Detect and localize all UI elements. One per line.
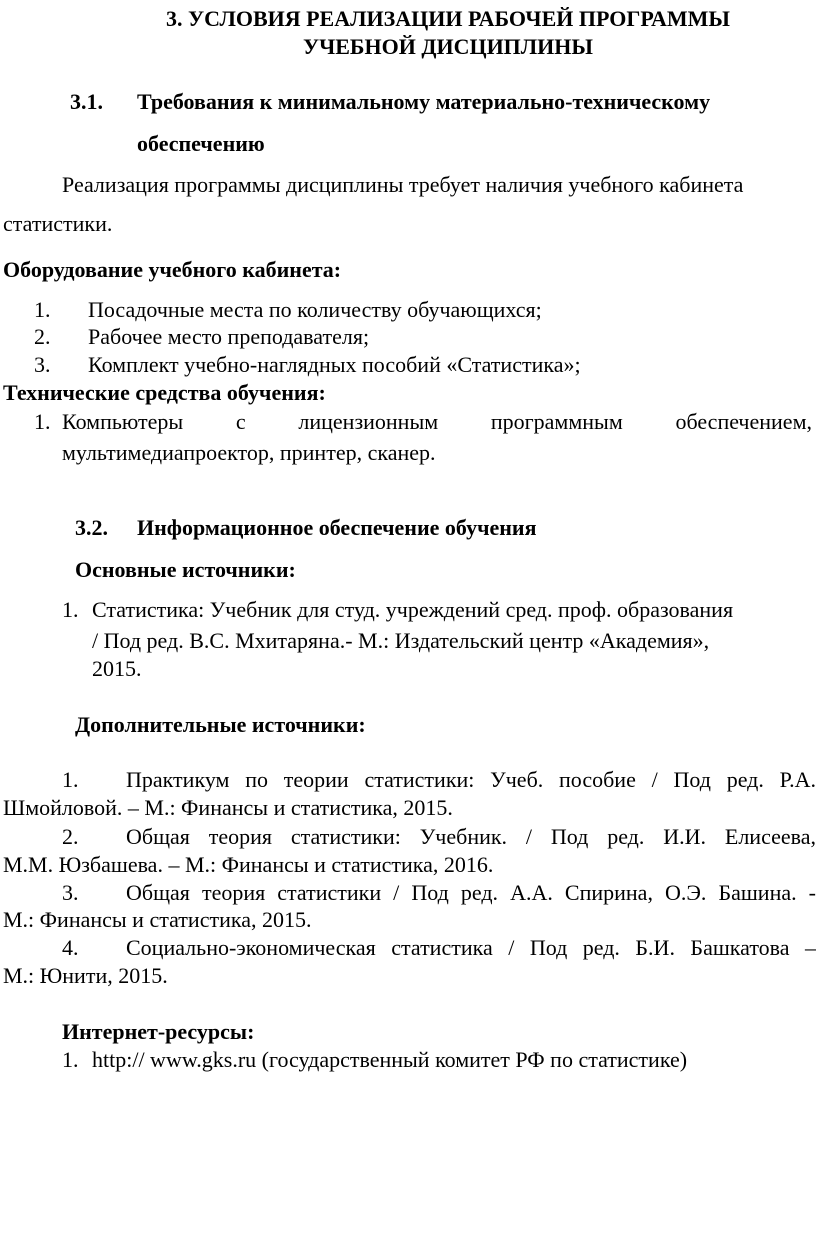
list-item-line2: М.М. Юзбашева. – М.: Финансы и статистика, 2016.	[3, 852, 494, 877]
subsection-number-3-2: 3.2.	[75, 515, 108, 540]
list-item-line1: Общая теория статистики / Под ред. А.А. Спирина, О.Э. Башина. -	[126, 880, 816, 905]
subsection-title-3-2: Информационное обеспечение обучения	[137, 515, 537, 540]
list-item-number: 1.	[62, 1047, 79, 1072]
list-item-line1: Социально-экономическая статистика / Под ред. Б.И. Башкатова –	[126, 935, 816, 960]
list-item-number: 2.	[34, 324, 51, 349]
intro-line2: статистики.	[3, 211, 113, 236]
list-item-line2: М.: Юнити, 2015.	[3, 963, 168, 988]
main-sources-heading: Основные источники:	[75, 557, 296, 582]
list-item: Комплект учебно-наглядных пособий «Статистика»;	[88, 352, 581, 377]
section-title-line1: 3. УСЛОВИЯ РЕАЛИЗАЦИИ РАБОЧЕЙ ПРОГРАММЫ	[165, 6, 731, 31]
list-item-line2: М.: Финансы и статистика, 2015.	[3, 907, 312, 932]
tech-heading: Технические средства обучения:	[3, 380, 326, 405]
list-item-number: 1.	[62, 597, 79, 622]
subsection-number-3-1: 3.1.	[70, 89, 103, 114]
section-title-line2: УЧЕБНОЙ ДИСЦИПЛИНЫ	[302, 34, 594, 59]
list-item-number: 4.	[62, 935, 79, 960]
extra-sources-heading: Дополнительные источники:	[75, 712, 366, 737]
list-item: Посадочные места по количеству обучающихся;	[88, 297, 542, 322]
list-item-line1: Практикум по теории статистики: Учеб. пособие / Под ред. Р.А.	[126, 767, 816, 792]
list-item-line1: Общая теория статистики: Учебник. / Под ред. И.И. Елисеева,	[126, 824, 816, 849]
internet-heading: Интернет-ресурсы:	[62, 1019, 255, 1044]
list-item-line2: Шмойловой. – М.: Финансы и статистика, 2015.	[3, 795, 453, 820]
list-item-number: 1.	[34, 409, 51, 434]
subsection-title-3-1-line2: обеспечению	[137, 131, 265, 156]
list-item-number: 1.	[62, 767, 79, 792]
internet-link[interactable]: http:// www.gks.ru (государственный комитет РФ по статистике)	[92, 1047, 688, 1072]
list-item-line1: Статистика: Учебник для студ. учреждений сред. проф. образования	[92, 597, 734, 622]
list-item-line2: / Под ред. В.С. Мхитаряна.- М.: Издательский центр «Академия»,	[92, 628, 710, 653]
list-item-number: 2.	[62, 824, 79, 849]
intro-line1: Реализация программы дисциплины требует наличия учебного кабинета	[62, 172, 744, 197]
list-item-number: 3.	[34, 352, 51, 377]
list-item-line2: мультимедиапроектор, принтер, сканер.	[62, 440, 436, 465]
list-item-number: 1.	[34, 297, 51, 322]
list-item: Рабочее место преподавателя;	[88, 324, 370, 349]
list-item-line3: 2015.	[92, 656, 142, 681]
list-item-number: 3.	[62, 880, 79, 905]
subsection-title-3-1-line1: Требования к минимальному материально-техническому	[137, 89, 711, 114]
list-item-line1: Компьютеры с лицензионным программным обеспечением,	[62, 409, 812, 434]
equipment-heading: Оборудование учебного кабинета:	[3, 257, 342, 282]
